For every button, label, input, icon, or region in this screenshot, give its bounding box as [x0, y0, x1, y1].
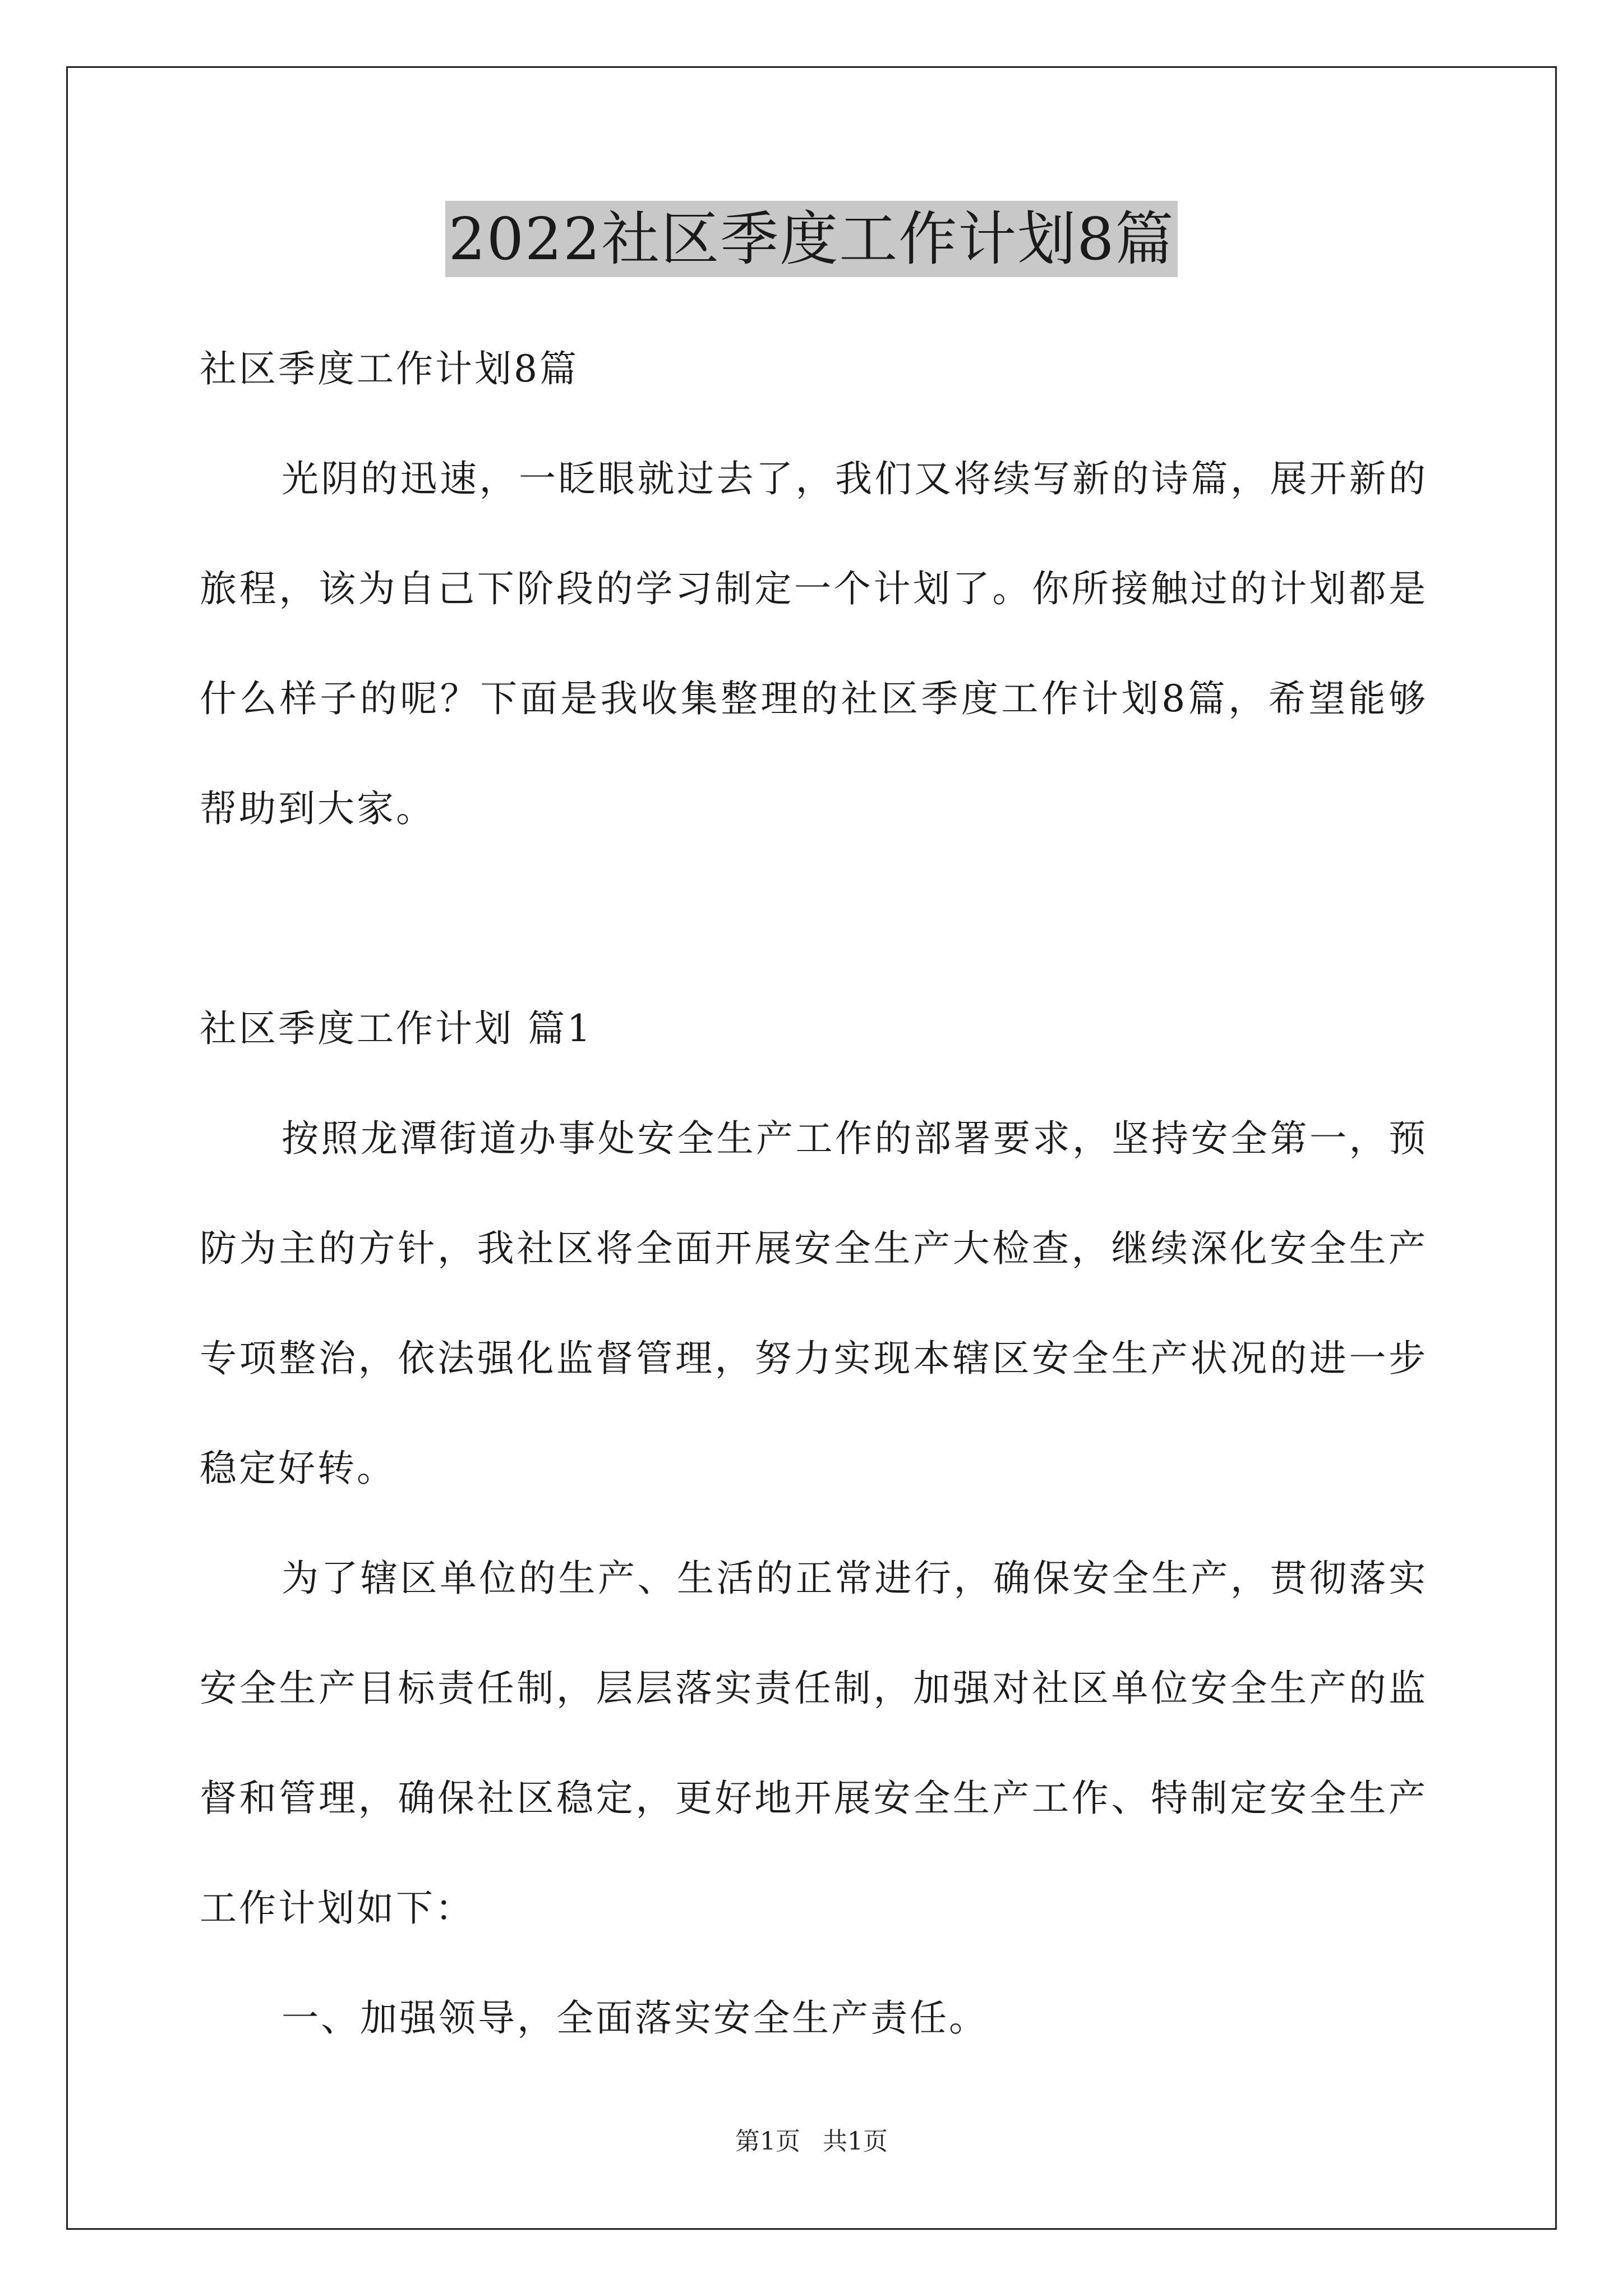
section-title: 社区季度工作计划 篇1 — [200, 1007, 593, 1050]
document-heading: 社区季度工作计划8篇 — [200, 347, 579, 390]
intro-paragraph: 光阴的迅速，一眨眼就过去了，我们又将续写新的诗篇，展开新的旅程，该为自己下阶段的学习制定一个计划了。你所接触过的计划都是什么样子的呢？下面是我收集整理的社区季度工作计划8篇，希望能够帮助到大家。 — [200, 457, 1428, 830]
title-container — [0, 201, 1623, 277]
body-paragraph-3: 一、加强领导，全面落实安全生产责任。 — [282, 1996, 988, 2040]
page-footer — [0, 2125, 1623, 2159]
page-number-current: 第1页 — [735, 2127, 800, 2156]
body-paragraph-2: 为了辖区单位的生产、生活的正常进行，确保安全生产，贯彻落实安全生产目标责任制，层层落实责任制，加强对社区单位安全生产的监督和管理，确保社区稳定，更好地开展安全生产工作、特制定安全生产工作计划如下： — [200, 1557, 1428, 1930]
body-paragraph-1: 按照龙潭街道办事处安全生产工作的部署要求，坚持安全第一，预防为主的方针，我社区将全面开展安全生产大检查，继续深化安全生产专项整治，依法强化监督管理，努力实现本辖区安全生产状况的进一步稳定好转。 — [200, 1117, 1428, 1490]
page-number-total: 共1页 — [823, 2127, 888, 2156]
document-body — [200, 314, 1428, 2073]
document-title: 2022社区季度工作计划8篇 — [445, 201, 1178, 277]
